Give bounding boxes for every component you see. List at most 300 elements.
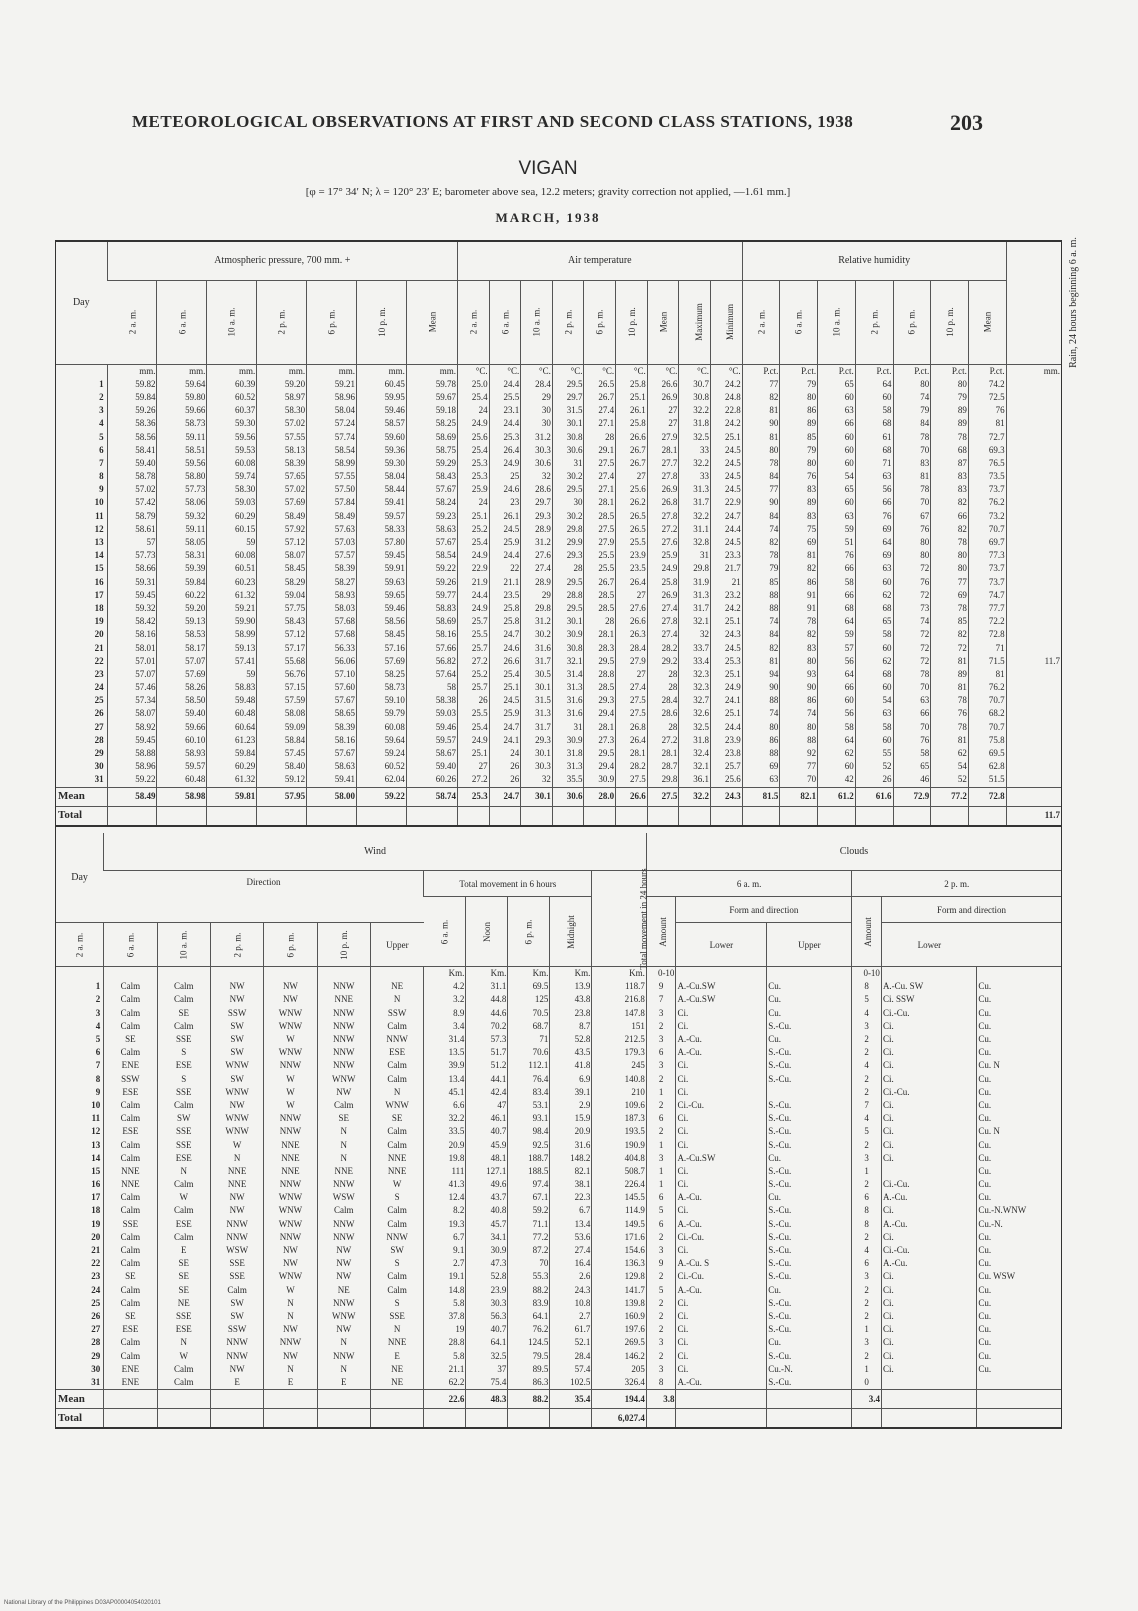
data-cell: SW [210,1073,263,1086]
data-cell: 57.68 [307,615,357,628]
data-cell: ENE [104,1059,157,1072]
data-cell: 25.1 [457,510,489,523]
data-cell: Ci. [676,1244,767,1257]
data-cell: E [210,1376,263,1390]
total-cell [424,1409,466,1428]
mean-cell: 58.74 [406,787,457,806]
data-cell: SE [157,1257,210,1270]
data-cell: SE [104,1033,157,1046]
data-cell: 4 [852,1244,882,1257]
day-cell: 7 [95,1060,101,1071]
table-row [56,1125,1061,1138]
data-cell: 59.18 [406,404,457,417]
table-row [56,1112,1061,1125]
data-cell: 118.7 [592,980,647,993]
unit-cell: P.ct. [780,364,818,378]
data-cell: Cu. [977,1284,1061,1297]
data-cell: Cu. [977,1231,1061,1244]
data-cell: 26.1 [616,404,648,417]
data-cell: NNE [317,993,370,1006]
data-cell: 57.3 [466,1033,508,1046]
data-cell: 25.1 [710,668,742,681]
data-cell: 46.1 [466,1112,508,1125]
total-row [56,806,1061,825]
data-cell: 151 [592,1020,647,1033]
data-cell: 83 [893,457,931,470]
mean-cell: 35.4 [550,1390,592,1409]
data-cell: 59.95 [356,391,406,404]
day-header-2: Day [71,871,88,883]
mean-cell: 3.8 [646,1390,676,1409]
data-cell: NNW [264,1231,317,1244]
data-cell: NNW [264,1059,317,1072]
total-cell [264,1409,317,1428]
unit-cell [264,967,317,981]
data-cell: N [264,1310,317,1323]
data-cell: 23.8 [550,1007,592,1020]
table-row [56,417,1061,430]
total-movement-header: Total movement in 24 hours [592,871,647,967]
day-cell: 25 [94,695,104,706]
data-cell: 3.2 [424,993,466,1006]
data-cell: 25 [489,470,521,483]
data-cell: 25.5 [584,562,616,575]
day-cell: 27 [91,1324,101,1335]
data-cell: 62.2 [424,1376,466,1390]
data-cell: 28.6 [521,483,553,496]
data-cell: 70 [893,444,931,457]
data-cell: 59.32 [107,602,157,615]
humidity-col-header: 10 p. m. [931,280,969,364]
data-cell: S.-Cu. [767,1178,852,1191]
data-cell: 26.5 [584,378,616,391]
table-row [56,1138,1061,1151]
data-cell: 94 [742,668,780,681]
data-cell: 27.6 [647,536,679,549]
amount-6am-header: Amount [646,897,676,967]
total-cell [584,806,616,825]
day-cell: 17 [91,1192,101,1203]
data-cell: 79 [780,444,818,457]
data-cell: 60.08 [207,457,257,470]
table-row [56,602,1061,615]
table-row [56,707,1061,720]
wind-clouds-table [56,833,1061,1428]
total-cell [317,1409,370,1428]
data-cell: 59.21 [307,378,357,391]
data-cell: 59.64 [356,734,406,747]
data-cell: NW [317,1244,370,1257]
day-cell: 28 [94,734,104,745]
data-cell: 58.07 [257,549,307,562]
data-cell: 57.69 [257,496,307,509]
data-cell: 30.1 [552,615,584,628]
data-cell: 3 [646,1244,676,1257]
lower-2pm-header: Lower [881,923,976,967]
data-cell: 80 [780,655,818,668]
data-cell: NNW [317,1046,370,1059]
data-cell: 59.21 [207,602,257,615]
data-cell: 57.64 [406,668,457,681]
data-cell: 69 [780,536,818,549]
data-cell: 25.2 [457,523,489,536]
data-cell: 31.6 [552,694,584,707]
data-cell: 2 [852,1138,882,1151]
data-cell: 31.4 [552,668,584,681]
data-cell: 83 [780,483,818,496]
data-cell: 79 [780,378,818,391]
data-cell: 59.41 [356,496,406,509]
data-cell: 216.8 [592,993,647,1006]
data-cell: 24.4 [710,721,742,734]
data-cell: 58.80 [157,470,207,483]
data-cell: 80 [893,536,931,549]
data-cell: Cu. [977,993,1061,1006]
data-cell: NNE [264,1138,317,1151]
data-cell: Calm [370,1218,423,1231]
data-cell: 20.9 [424,1138,466,1151]
data-cell: S [157,1073,210,1086]
data-cell: Ci. [881,1125,976,1138]
data-cell: S.-Cu. [767,1257,852,1270]
data-cell: 56.76 [257,668,307,681]
total-row [56,1409,1061,1428]
data-cell: 4 [852,1112,882,1125]
data-cell: 26.6 [647,378,679,391]
data-cell: Ci. [881,1112,976,1125]
data-cell: 59.67 [406,391,457,404]
data-cell: SSW [210,1007,263,1020]
mean-cell [157,1390,210,1409]
day-cell: 12 [94,523,104,534]
data-cell: 59.91 [356,562,406,575]
unit-cell: P.ct. [818,364,856,378]
data-cell: 2 [852,1231,882,1244]
data-cell: 190.9 [592,1138,647,1151]
table-row [56,430,1061,443]
data-cell: NNW [317,1033,370,1046]
data-cell: 73.7 [968,562,1006,575]
data-cell: 59.24 [356,747,406,760]
data-cell: 11.7 [1006,655,1061,668]
data-cell: 19 [424,1323,466,1336]
data-cell: 30.8 [679,391,711,404]
data-cell: SW [157,1112,210,1125]
data-cell: 88.2 [508,1284,550,1297]
data-cell: 51.7 [466,1046,508,1059]
data-cell: 57.15 [257,681,307,694]
data-cell: 66 [818,589,856,602]
humidity-col-header: 6 p. m. [893,280,931,364]
data-cell: 24.4 [489,378,521,391]
data-cell: 2 [852,1349,882,1362]
data-cell: 58.63 [406,523,457,536]
day-cell: 20 [94,629,104,640]
data-cell: Cu. [977,1138,1061,1151]
data-cell: 1 [646,1165,676,1178]
mean-cell: 24.7 [489,787,521,806]
data-cell: NE [370,1363,423,1376]
data-cell: 69.5 [968,747,1006,760]
data-cell: 45.7 [466,1218,508,1231]
data-cell: 31.8 [679,734,711,747]
day-cell: 10 [94,497,104,508]
data-cell: Calm [104,1349,157,1362]
data-cell: 4.2 [424,980,466,993]
pressure-col-header: Mean [406,280,457,364]
unit-cell: Km. [508,967,550,981]
data-cell: 78 [931,430,969,443]
data-cell: 33 [679,470,711,483]
data-cell: 74 [893,391,931,404]
data-cell: 147.8 [592,1007,647,1020]
data-cell: 81 [931,734,969,747]
data-cell: 26.6 [489,655,521,668]
data-cell: NW [264,1349,317,1362]
data-cell: 2.7 [550,1310,592,1323]
data-cell: 20.9 [550,1125,592,1138]
data-cell: NNW [370,1033,423,1046]
data-cell: 24.1 [489,734,521,747]
data-cell: 26.4 [489,444,521,457]
data-cell: Calm [104,1284,157,1297]
data-cell: NW [264,993,317,1006]
total-cell [968,806,1006,825]
data-cell: 38.1 [550,1178,592,1191]
data-cell: 5.8 [424,1349,466,1362]
data-cell: SSE [157,1310,210,1323]
data-cell: 24.5 [710,536,742,549]
data-cell: 58.01 [107,641,157,654]
data-cell: 24.3 [550,1284,592,1297]
day-cell: 25 [91,1297,101,1308]
data-cell: 58.24 [406,496,457,509]
data-cell: 60.10 [157,734,207,747]
data-cell: 78 [931,602,969,615]
data-cell: 25.9 [647,549,679,562]
data-cell: 58.54 [406,549,457,562]
unit-cell [56,967,104,981]
data-cell: 58.05 [157,536,207,549]
pressure-temperature-humidity-table [56,237,1079,825]
data-cell: 24.9 [457,417,489,430]
table-row [56,1099,1061,1112]
data-cell: NNE [210,1178,263,1191]
data-cell: 28 [647,721,679,734]
total-label: Total [56,1409,104,1428]
data-cell: 58.53 [157,628,207,641]
data-cell: 58.92 [107,721,157,734]
data-cell: 57.69 [356,655,406,668]
data-cell: 4 [852,1059,882,1072]
humidity-col-header: 2 p. m. [855,280,893,364]
data-cell: WNW [264,1007,317,1020]
data-cell: 1 [852,1363,882,1376]
data-cell: N [264,1363,317,1376]
unit-cell: mm. [207,364,257,378]
data-cell [1006,549,1061,562]
data-cell: Ci. [881,1138,976,1151]
data-cell: Calm [104,1046,157,1059]
data-cell: 57.55 [307,470,357,483]
data-cell: 29.4 [584,707,616,720]
data-cell: 28.8 [552,589,584,602]
data-cell: 24.2 [710,417,742,430]
data-cell: Calm [157,1020,210,1033]
data-cell: 58.07 [107,707,157,720]
data-cell: 22.8 [710,404,742,417]
mov-6pm-header: 6 p. m. [508,897,550,967]
data-cell: 58 [818,721,856,734]
data-cell: 3 [646,1363,676,1376]
data-cell: 75.4 [466,1376,508,1390]
data-cell: NNW [210,1336,263,1349]
data-cell: 25.8 [616,417,648,430]
data-cell: SE [157,1284,210,1297]
data-cell: 29.3 [584,694,616,707]
data-cell: SE [104,1270,157,1283]
data-cell: 77 [780,760,818,773]
pressure-col-header: 2 p. m. [257,280,307,364]
data-cell: 57 [818,641,856,654]
data-cell: SSE [157,1125,210,1138]
day-cell: 31 [94,774,104,785]
data-cell: 72 [893,641,931,654]
data-cell: 90 [742,496,780,509]
data-cell: 27.1 [584,483,616,496]
data-cell [1006,589,1061,602]
data-cell: 81 [968,668,1006,681]
data-cell: Ci.-Cu. [676,1099,767,1112]
air-temp-col-header: 6 a. m. [489,280,521,364]
data-cell: 59 [207,536,257,549]
mean-cell [676,1390,767,1409]
day-cell: 23 [94,668,104,679]
data-cell: 61.23 [207,734,257,747]
data-cell: 57.03 [307,536,357,549]
data-cell [1006,668,1061,681]
data-cell: SW [210,1046,263,1059]
data-cell: 60 [818,496,856,509]
data-cell: Calm [104,1007,157,1020]
data-cell: Ci.-Cu. [881,1178,976,1191]
data-cell: 26.6 [616,430,648,443]
data-cell: 83 [780,641,818,654]
data-cell: 25.9 [489,707,521,720]
data-cell: 8 [646,1376,676,1390]
data-cell: Cu. [977,1165,1061,1178]
data-cell: 57.42 [107,496,157,509]
data-cell: 60 [818,430,856,443]
data-cell: 32.2 [679,404,711,417]
data-cell: 60.15 [207,523,257,536]
data-cell: 23.2 [710,589,742,602]
data-cell: NNE [104,1165,157,1178]
unit-cell: mm. [257,364,307,378]
data-cell: 59.03 [406,707,457,720]
data-cell: SW [210,1020,263,1033]
day-cell: 2 [95,994,101,1005]
data-cell: 21.7 [710,562,742,575]
data-cell: 59.39 [157,562,207,575]
data-cell: 71 [855,457,893,470]
mean-cell: 48.3 [466,1390,508,1409]
mean-cell: 88.2 [508,1390,550,1409]
data-cell: 82 [742,641,780,654]
scan-credit: National Library of the Philippines D03AP00004054020101 [4,1600,161,1606]
data-cell: 31.1 [679,523,711,536]
data-cell: 13.5 [424,1046,466,1059]
day-cell: 16 [91,1179,101,1190]
data-cell: 85 [931,615,969,628]
data-cell: 58 [855,721,893,734]
data-cell: 28 [584,615,616,628]
data-cell: 31.1 [466,980,508,993]
data-cell: 58.69 [406,615,457,628]
data-cell: 32.4 [679,747,711,760]
data-cell: 31.3 [679,483,711,496]
data-cell: 70.7 [968,694,1006,707]
data-cell: 148.2 [550,1152,592,1165]
data-cell: 57 [107,536,157,549]
day-cell: 8 [95,1073,101,1084]
mean-cell: 58.49 [107,787,157,806]
data-cell: 27.4 [584,404,616,417]
data-cell: 27.1 [584,417,616,430]
data-cell: WNW [264,1204,317,1217]
data-cell: 30.1 [552,417,584,430]
data-cell: 57.12 [257,628,307,641]
data-cell: Calm [317,1099,370,1112]
data-cell: 24.9 [489,457,521,470]
data-cell: NNW [317,1178,370,1191]
data-cell: 59.2 [508,1204,550,1217]
data-cell: 70.7 [968,523,1006,536]
data-cell: 66 [931,510,969,523]
mean-cell: 194.4 [592,1390,647,1409]
total-cell [457,806,489,825]
data-cell: 79 [742,562,780,575]
data-cell: 77.3 [968,549,1006,562]
humidity-col-header: 10 a. m. [818,280,856,364]
data-cell: 27 [616,470,648,483]
data-cell: 24.9 [457,549,489,562]
table-row [56,1244,1061,1257]
data-cell: 56 [818,707,856,720]
data-cell: 72 [893,655,931,668]
month-title: MARCH, 1938 [495,210,601,225]
data-cell: 30 [521,404,553,417]
data-cell: 81 [968,417,1006,430]
day-cell: 9 [95,1086,101,1097]
data-cell: 89 [931,668,969,681]
data-cell: 22.9 [710,496,742,509]
data-cell: 28 [552,562,584,575]
data-cell: W [157,1349,210,1362]
unit-cell: P.ct. [968,364,1006,378]
air-temp-col-header: 2 a. m. [457,280,489,364]
data-cell: 1 [646,1086,676,1099]
data-cell: 29.7 [521,496,553,509]
data-cell: 51 [818,536,856,549]
data-cell: 85 [780,430,818,443]
data-cell: 59.26 [107,404,157,417]
data-cell: 27.4 [647,602,679,615]
data-cell: 23.5 [616,562,648,575]
day-cell: 9 [99,484,104,495]
data-cell: 10.8 [550,1297,592,1310]
data-cell: 57.41 [207,655,257,668]
